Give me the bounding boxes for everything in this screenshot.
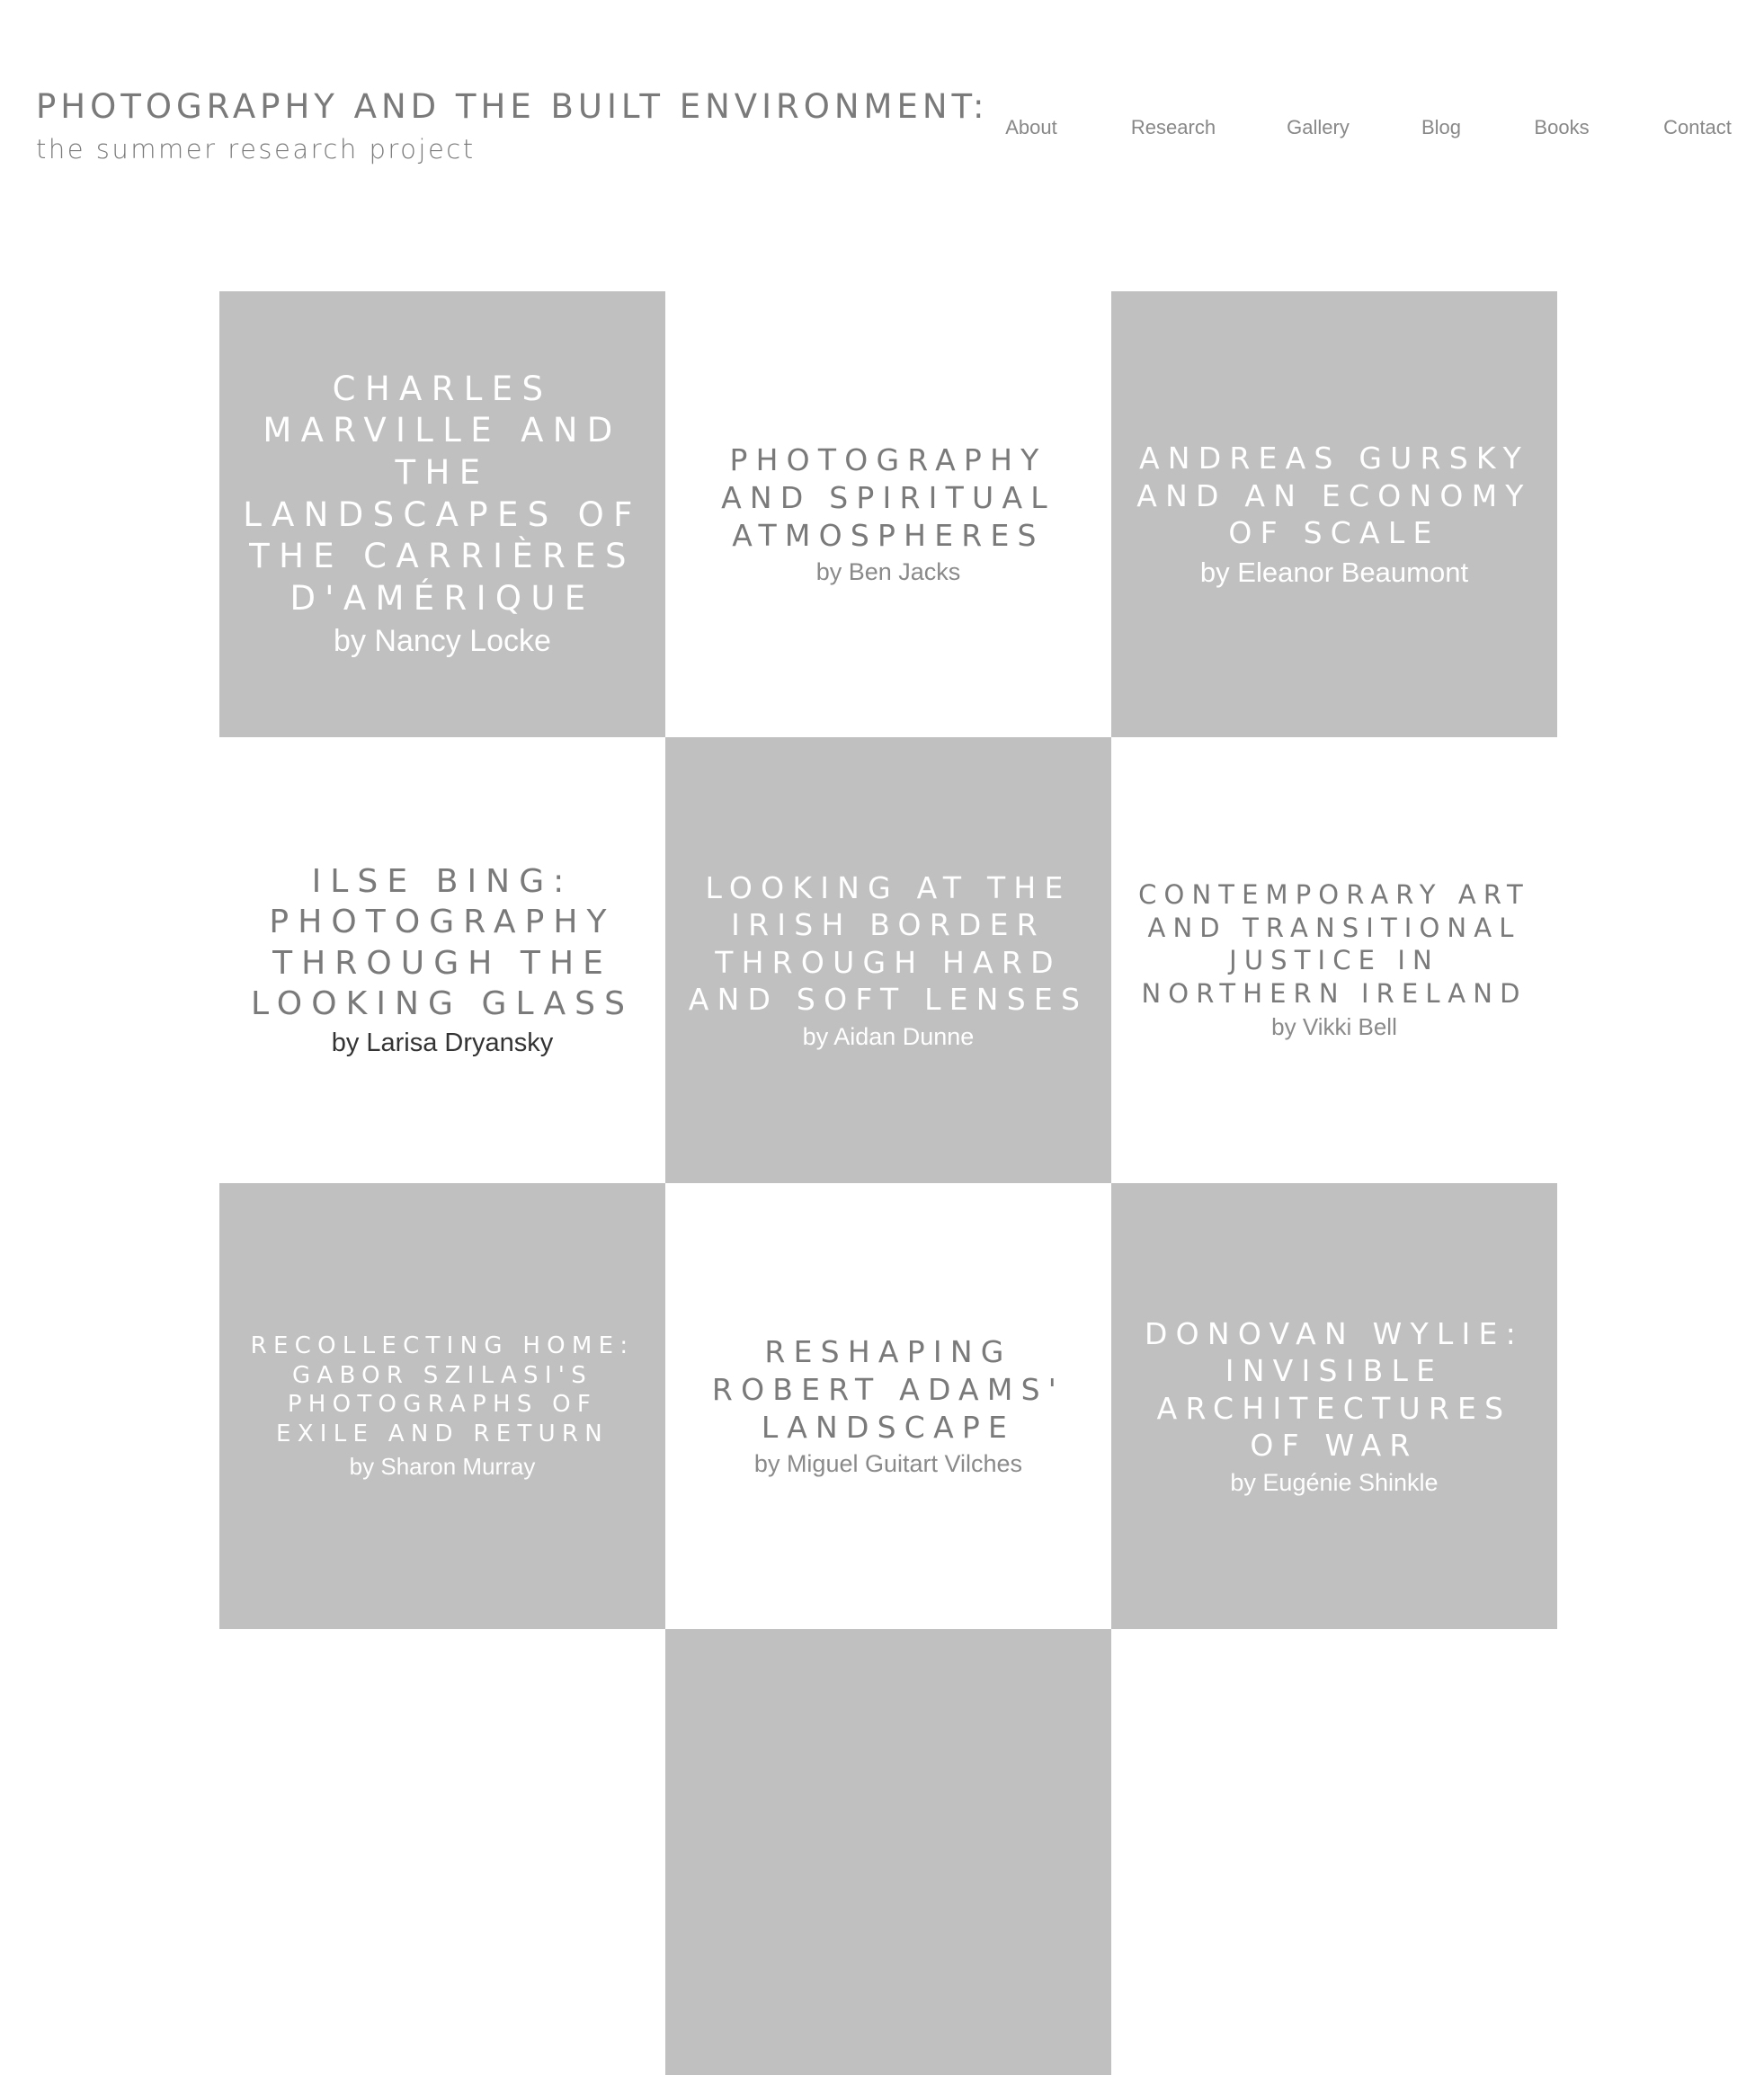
tile-author: by Larisa Dryansky [331,1029,554,1058]
tile-author: by Ben Jacks [815,558,961,586]
nav-item-about[interactable]: About [1005,116,1057,138]
research-grid [219,291,1557,1764]
tile-title: DONOVAN WYLIE: INVISIBLE ARCHITECTURES OF WAR [1145,1315,1524,1464]
site-title[interactable]: PHOTOGRAPHY AND THE BUILT ENVIRONMENT: [36,87,989,126]
nav-item-contact[interactable]: Contact [1663,116,1732,138]
site-subtitle: the summer research project [36,134,476,165]
tile-title: CONTEMPORARY ART AND TRANSITIONAL JUSTICE IN NORTHERN IRELAND [1138,879,1530,1009]
tile-title: ILSE BING: PHOTOGRAPHY THROUGH THE LOOKING GLASS [250,862,635,1022]
grid-tile-donovan-wylie[interactable] [1111,1183,1557,1629]
grid-tile-spiritual-atmospheres[interactable] [665,291,1111,737]
grid-tile-gursky[interactable] [1111,291,1557,737]
grid-tile-ilse-bing[interactable] [219,737,665,1183]
grid-tile-recollecting-home[interactable] [219,1183,665,1629]
site-header [0,0,1764,216]
tile-author: by Eleanor Beaumont [1199,556,1469,588]
tile-author: by Miguel Guitart Vilches [753,1450,1023,1478]
tile-title: RECOLLECTING HOME: GABOR SZILASI'S PHOTOGRAPHS OF EXILE AND RETURN [250,1331,635,1448]
tile-title: PHOTOGRAPHY AND SPIRITUAL ATMOSPHERES [721,442,1056,553]
tile-author: by Aidan Dunne [802,1022,975,1050]
main-nav [0,114,1764,141]
grid-tile-partial[interactable] [665,1629,1111,2075]
tile-title: LOOKING AT THE IRISH BORDER THROUGH HARD AND SOFT LENSES [688,869,1089,1018]
tile-author: by Nancy Locke [334,624,551,659]
nav-item-books[interactable]: Books [1534,116,1590,138]
nav-item-research[interactable]: Research [1130,116,1216,138]
tile-title: CHARLES MARVILLE AND THE LANDSCAPES OF THE CARRIÈRES D'AMÉRIQUE [243,369,642,618]
tile-title: ANDREAS GURSKY AND AN ECONOMY OF SCALE [1136,441,1532,551]
tile-author: by Vikki Bell [1271,1013,1397,1041]
nav-item-blog[interactable]: Blog [1421,116,1462,138]
tile-author: by Sharon Murray [349,1452,536,1480]
grid-tile-transitional-justice[interactable] [1111,737,1557,1183]
grid-tile-irish-border[interactable] [665,737,1111,1183]
tile-author: by Eugénie Shinkle [1230,1468,1439,1496]
nav-item-gallery[interactable]: Gallery [1287,116,1350,138]
tile-title: RESHAPING ROBERT ADAMS' LANDSCAPE [711,1334,1065,1445]
grid-tile-marville[interactable] [219,291,665,737]
grid-tile-robert-adams[interactable] [665,1183,1111,1629]
